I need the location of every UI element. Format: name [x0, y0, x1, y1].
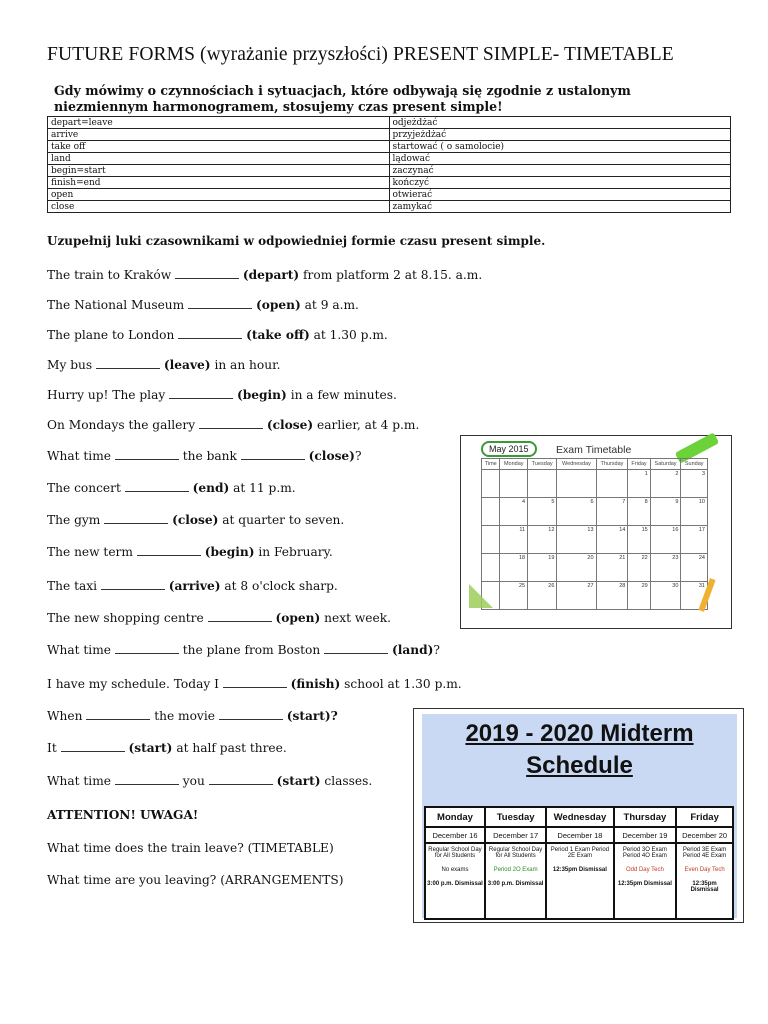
answer-blank[interactable] — [209, 774, 273, 785]
answer-blank[interactable] — [115, 774, 179, 785]
vocab-polish: zamykać — [389, 201, 731, 213]
exercise-sentence — [47, 709, 338, 723]
midterm-day: Thursday — [614, 807, 677, 827]
vocab-polish: lądować — [389, 153, 731, 165]
calendar-cell — [557, 470, 596, 498]
calendar-cell: 5 — [528, 498, 557, 526]
midterm-detail-line: 12:35pm Dismissal — [552, 867, 607, 873]
exercise-sentence — [47, 298, 359, 312]
midterm-detail — [546, 843, 613, 919]
intro-text: Gdy mówimy o czynnościach i sytuacjach, które odbywają się zgodnie z ustalonym niezmiennym harmonogramem, stosujemy czas present simple! — [54, 83, 631, 114]
calendar-cell: 2 — [650, 470, 681, 498]
calendar-day-header: Wednesday — [557, 459, 596, 470]
vocab-row — [48, 201, 731, 213]
midterm-day: Friday — [676, 807, 733, 827]
calendar-day-header: Saturday — [650, 459, 681, 470]
calendar-cell: 17 — [681, 526, 708, 554]
calendar-cell: 12 — [528, 526, 557, 554]
sentence-start: My bus — [47, 358, 93, 372]
sentence-end: at 8 o'clock sharp. — [224, 579, 338, 593]
sentence-start: What time — [47, 643, 111, 657]
calendar-cell — [482, 526, 500, 554]
verb-hint: (close) — [172, 513, 219, 527]
calendar-cell: 14 — [596, 526, 628, 554]
exercise-sentence — [47, 513, 344, 527]
answer-blank[interactable] — [219, 709, 283, 720]
verb-hint: (open) — [255, 298, 301, 312]
exercise-sentence — [47, 741, 287, 755]
vocab-english: open — [48, 189, 390, 201]
sentence-end: in February. — [258, 545, 333, 559]
midterm-detail-line: 3:00 p.m. Dismissal — [487, 881, 544, 887]
calendar-day-header: Monday — [500, 459, 528, 470]
vocab-english: arrive — [48, 129, 390, 141]
midterm-detail-line: Regular School Day for All Students — [488, 847, 543, 859]
midterm-title: 2019 - 2020 Midterm Schedule — [465, 720, 694, 779]
answer-blank[interactable] — [241, 449, 305, 460]
calendar-title: Exam Timetable — [556, 444, 632, 456]
vocab-english: finish=end — [48, 177, 390, 189]
sentence-start: When — [47, 709, 83, 723]
calendar-day-header: Time — [482, 459, 500, 470]
sentence-start: Hurry up! The play — [47, 388, 166, 402]
sentence-end: earlier, at 4 p.m. — [317, 418, 420, 432]
verb-hint: (open) — [275, 611, 321, 625]
vocab-polish: przyjeżdżać — [389, 129, 731, 141]
calendar-cell: 10 — [681, 498, 708, 526]
vocab-polish: odjeżdżać — [389, 117, 731, 129]
exercise-sentence — [47, 774, 372, 788]
sentence-end: school at 1.30 p.m. — [344, 677, 462, 691]
answer-blank[interactable] — [223, 677, 287, 688]
calendar-cell — [482, 498, 500, 526]
verb-hint: (finish) — [290, 677, 341, 691]
sentence-start: The concert — [47, 481, 121, 495]
midterm-date: December 20 — [676, 827, 733, 843]
calendar-day-header: Tuesday — [528, 459, 557, 470]
verb-hint: (depart) — [242, 268, 300, 282]
vocab-english: close — [48, 201, 390, 213]
calendar-cell: 3 — [681, 470, 708, 498]
midterm-detail-line: 12:35pm Dismissal — [690, 881, 719, 893]
exercise-sentence — [47, 418, 419, 432]
sentence-start: The new shopping centre — [47, 611, 204, 625]
calendar-cell: 23 — [650, 554, 681, 582]
verb-hint: (start)? — [286, 709, 338, 723]
midterm-date: December 16 — [425, 827, 485, 843]
exercise-sentence — [47, 328, 388, 342]
sentence-start: The train to Kraków — [47, 268, 172, 282]
page-title: FUTURE FORMS (wyrażanie przyszłości) PRESENT SIMPLE- TIMETABLE — [47, 44, 674, 65]
verb-hint: (arrive) — [168, 579, 221, 593]
answer-blank[interactable] — [137, 545, 201, 556]
answer-blank[interactable] — [61, 741, 125, 752]
calendar-cell: 31 — [681, 582, 708, 610]
midterm-detail — [485, 843, 546, 919]
vocab-row — [48, 189, 731, 201]
calendar-cell: 20 — [557, 554, 596, 582]
midterm-detail-line: 12:35pm Dismissal — [617, 881, 672, 887]
answer-blank[interactable] — [104, 513, 168, 524]
calendar-day-header: Thursday — [596, 459, 628, 470]
answer-blank[interactable] — [208, 611, 272, 622]
calendar-cell: 1 — [628, 470, 650, 498]
answer-blank[interactable] — [101, 579, 165, 590]
calendar-cell: 28 — [596, 582, 628, 610]
vocab-english: depart=leave — [48, 117, 390, 129]
vocab-polish: startować ( o samolocie) — [389, 141, 731, 153]
midterm-detail-line: Period 1 Exam Period 2E Exam — [550, 847, 610, 859]
sentence-end: at 9 a.m. — [304, 298, 359, 312]
calendar-cell: 26 — [528, 582, 557, 610]
sentence-end: at quarter to seven. — [222, 513, 345, 527]
midterm-schedule-image — [413, 708, 744, 923]
arrangements-question: What time are you leaving? (ARRANGEMENTS) — [47, 873, 344, 887]
midterm-day: Monday — [425, 807, 485, 827]
answer-blank[interactable] — [169, 388, 233, 399]
calendar-cell: 18 — [500, 554, 528, 582]
calendar-cell: 7 — [596, 498, 628, 526]
verb-hint: (take off) — [246, 328, 310, 342]
verb-hint: (start) — [276, 774, 321, 788]
sentence-end: from platform 2 at 8.15. a.m. — [303, 268, 483, 282]
vocabulary-table — [47, 116, 731, 213]
vocab-polish: otwierać — [389, 189, 731, 201]
calendar-cell — [500, 470, 528, 498]
exercise-sentence — [47, 677, 462, 691]
vocab-row — [48, 177, 731, 189]
sentence-end: in an hour. — [214, 358, 281, 372]
sentence-end: ? — [354, 449, 362, 463]
answer-blank[interactable] — [178, 328, 242, 339]
midterm-day: Wednesday — [546, 807, 613, 827]
sentence-start: What time — [47, 774, 111, 788]
sentence-end: at 1.30 p.m. — [313, 328, 388, 342]
midterm-detail-line: Period 3O Exam Period 4O Exam — [622, 847, 667, 859]
exam-timetable-calendar — [460, 435, 732, 629]
midterm-date: December 17 — [485, 827, 546, 843]
calendar-cell: 24 — [681, 554, 708, 582]
sentence-start: I have my schedule. Today I — [47, 677, 219, 691]
midterm-date: December 19 — [614, 827, 677, 843]
sentence-start: The plane to London — [47, 328, 175, 342]
midterm-detail-line: Period 2O Exam — [493, 867, 538, 873]
calendar-day-header: Friday — [628, 459, 650, 470]
answer-blank[interactable] — [324, 643, 388, 654]
verb-hint: (close) — [308, 449, 355, 463]
calendar-cell: 25 — [500, 582, 528, 610]
calendar-cell: 30 — [650, 582, 681, 610]
midterm-detail-line: Period 3E Exam Period 4E Exam — [682, 847, 727, 859]
sentence-middle: you — [182, 774, 205, 788]
vocab-english: land — [48, 153, 390, 165]
sentence-end: at 11 p.m. — [233, 481, 296, 495]
answer-blank[interactable] — [96, 358, 160, 369]
sentence-start: The gym — [47, 513, 101, 527]
midterm-detail-line: No exams — [441, 867, 469, 873]
exercise-sentence — [47, 388, 397, 402]
vocab-row — [48, 117, 731, 129]
calendar-cell: 13 — [557, 526, 596, 554]
sentence-end: in a few minutes. — [290, 388, 397, 402]
midterm-detail — [676, 843, 733, 919]
vocab-english: take off — [48, 141, 390, 153]
exercise-sentence — [47, 611, 391, 625]
exercise-sentence — [47, 358, 280, 372]
calendar-cell — [482, 554, 500, 582]
sentence-end: at half past three. — [176, 741, 287, 755]
set-square-icon — [469, 584, 493, 608]
verb-hint: (close) — [266, 418, 314, 432]
midterm-table — [424, 806, 734, 920]
instruction-text: Uzupełnij luki czasownikami w odpowiedniej formie czasu present simple. — [47, 234, 546, 248]
midterm-detail-line: Regular School Day for All Students — [428, 847, 482, 859]
sentence-end: ? — [433, 643, 440, 657]
midterm-day: Tuesday — [485, 807, 546, 827]
verb-hint: (begin) — [204, 545, 255, 559]
calendar-cell: 4 — [500, 498, 528, 526]
vocab-polish: zaczynać — [389, 165, 731, 177]
calendar-cell: 29 — [628, 582, 650, 610]
calendar-cell: 6 — [557, 498, 596, 526]
answer-blank[interactable] — [188, 298, 252, 309]
vocab-polish: kończyć — [389, 177, 731, 189]
sentence-start: The National Museum — [47, 298, 185, 312]
sentence-end: next week. — [324, 611, 391, 625]
answer-blank[interactable] — [125, 481, 189, 492]
sentence-start: It — [47, 741, 61, 755]
answer-blank[interactable] — [175, 268, 239, 279]
vocab-row — [48, 165, 731, 177]
calendar-cell: 8 — [628, 498, 650, 526]
calendar-month: May 2015 — [481, 441, 537, 457]
calendar-cell: 15 — [628, 526, 650, 554]
vocab-row — [48, 141, 731, 153]
sentence-middle: the plane from Boston — [182, 643, 321, 657]
midterm-detail-line: Odd Day Tech — [625, 867, 664, 873]
verb-hint: (leave) — [163, 358, 211, 372]
answer-blank[interactable] — [199, 418, 263, 429]
exercise-sentence — [47, 268, 482, 282]
calendar-day-header: Sunday — [681, 459, 708, 470]
verb-hint: (begin) — [236, 388, 287, 402]
sentence-start: The taxi — [47, 579, 97, 593]
timetable-question: What time does the train leave? (TIMETABLE) — [47, 841, 334, 855]
sentence-start: What time — [47, 449, 111, 463]
vocab-english: begin=start — [48, 165, 390, 177]
verb-hint: (end) — [192, 481, 230, 495]
answer-blank[interactable] — [115, 449, 179, 460]
sentence-start: On Mondays the gallery — [47, 418, 196, 432]
calendar-grid — [481, 458, 708, 610]
sentence-middle: the movie — [154, 709, 215, 723]
vocab-row — [48, 153, 731, 165]
calendar-cell: 19 — [528, 554, 557, 582]
midterm-detail-line: Even Day Tech — [684, 867, 725, 873]
calendar-cell: 22 — [628, 554, 650, 582]
answer-blank[interactable] — [86, 709, 150, 720]
calendar-cell: 27 — [557, 582, 596, 610]
exercise-sentence — [47, 449, 362, 463]
calendar-cell: 16 — [650, 526, 681, 554]
attention-label: ATTENTION! UWAGA! — [47, 808, 199, 822]
calendar-cell — [528, 470, 557, 498]
sentence-end: classes. — [324, 774, 373, 788]
verb-hint: (start) — [128, 741, 173, 755]
calendar-cell — [596, 470, 628, 498]
sentence-start: The new term — [47, 545, 133, 559]
midterm-detail-line: 3:00 p.m. Dismissal — [427, 881, 483, 887]
calendar-cell — [482, 470, 500, 498]
sentence-middle: the bank — [182, 449, 237, 463]
calendar-cell: 21 — [596, 554, 628, 582]
exercise-sentence — [47, 579, 338, 593]
answer-blank[interactable] — [115, 643, 179, 654]
exercise-sentence — [47, 481, 296, 495]
midterm-detail — [614, 843, 677, 919]
verb-hint: (land) — [391, 643, 434, 657]
calendar-cell: 9 — [650, 498, 681, 526]
calendar-cell: 11 — [500, 526, 528, 554]
midterm-detail — [425, 843, 485, 919]
exercise-sentence — [47, 643, 440, 657]
midterm-date: December 18 — [546, 827, 613, 843]
vocab-row — [48, 129, 731, 141]
exercise-sentence — [47, 545, 333, 559]
